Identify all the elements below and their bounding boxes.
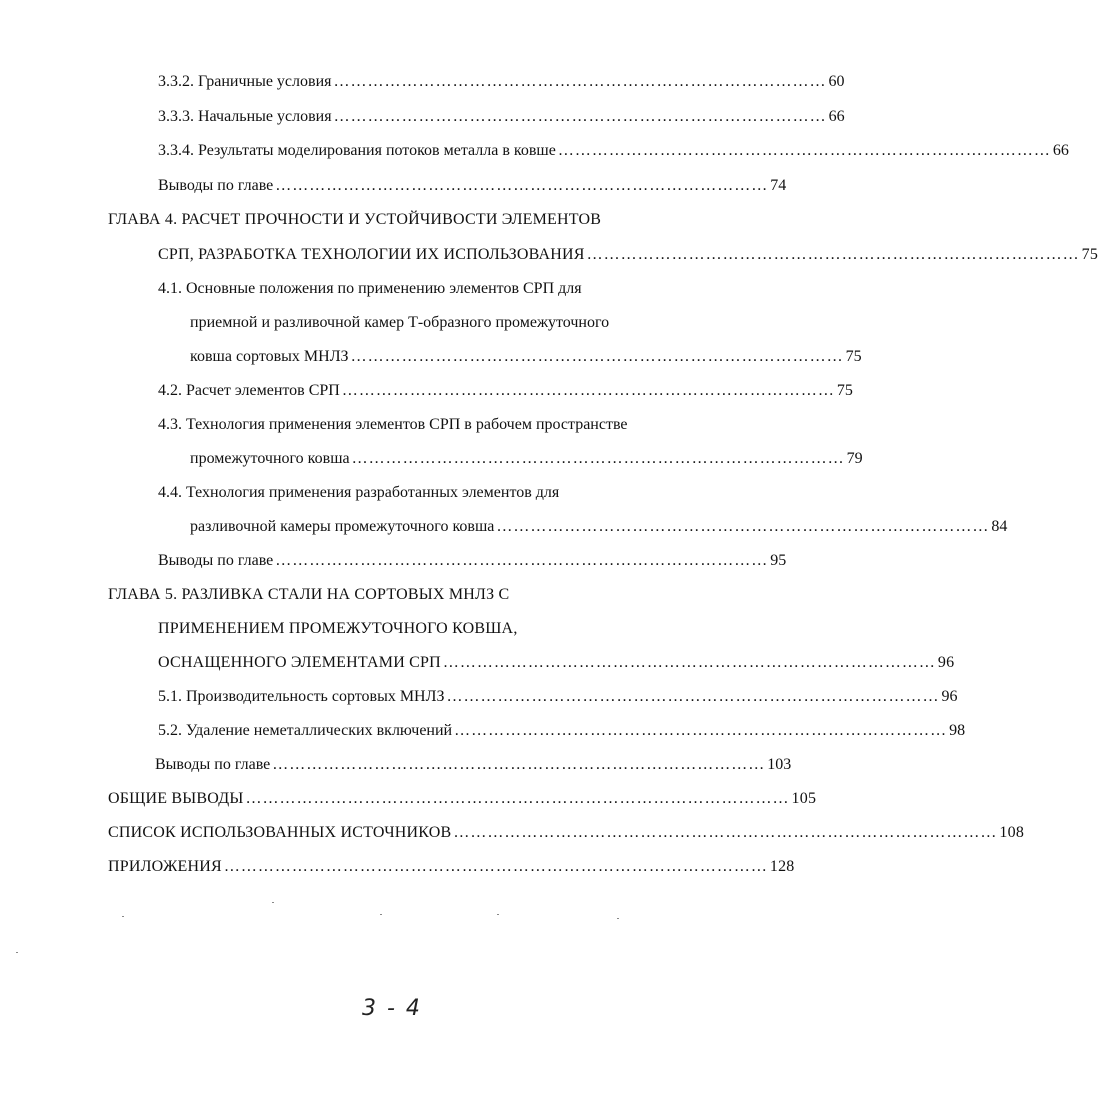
toc-entry-title: 4.2. Расчет элементов СРП xyxy=(158,382,340,399)
toc-entry-title: 5.2. Удаление неметаллических включений xyxy=(158,722,453,739)
toc-entry-3-3-4 xyxy=(158,141,1069,161)
toc-page-number: 96 xyxy=(937,654,955,671)
toc-page-number: 96 xyxy=(941,688,958,705)
toc-entry-title: 3.3.3. Начальные условия xyxy=(158,108,332,125)
scan-speck xyxy=(272,902,274,903)
toc-page-number: 74 xyxy=(770,177,787,194)
toc-entry-3-3-3 xyxy=(158,107,845,127)
toc-page-number: 108 xyxy=(999,824,1025,841)
toc-entry-5-1 xyxy=(158,687,958,707)
toc-entry-3-3-2 xyxy=(158,72,845,92)
scan-speck xyxy=(617,918,619,919)
toc-entry-title: ОСНАЩЕННОГО ЭЛЕМЕНТАМИ СРП xyxy=(158,654,441,671)
dot-leader: …………………………………………………………………………… xyxy=(351,450,845,467)
dot-leader: …………………………………………………………………………… xyxy=(454,722,948,739)
dot-leader: …………………………………………………………………………… xyxy=(275,177,769,194)
dot-leader: …………………………………………………………………………… xyxy=(275,552,769,569)
handwritten-page-number: 3 - 4 xyxy=(362,996,422,1021)
dot-leader: …………………………………………………………………………… xyxy=(496,518,990,535)
toc-page-number: 75 xyxy=(836,382,853,399)
toc-entry-title: промежуточного ковша xyxy=(190,450,350,467)
toc-entry-title: 3.3.4. Результаты моделирования потоков металла в ковше xyxy=(158,142,556,159)
toc-entry-4-4-line1: 4.4. Технология применения разработанных элементов для xyxy=(158,484,560,501)
toc-chapter-4 xyxy=(158,245,1098,265)
toc-entry-title: 5.1. Производительность сортовых МНЛЗ xyxy=(158,688,445,705)
toc-entry-appendices xyxy=(108,857,795,877)
toc-page-number: 66 xyxy=(1052,142,1069,159)
dot-leader: …………………………………………………………………………………… xyxy=(245,790,790,807)
toc-entry-conclusions-ch5 xyxy=(155,755,792,775)
toc-chapter-4-line1: ГЛАВА 4. РАСЧЕТ ПРОЧНОСТИ И УСТОЙЧИВОСТИ ЭЛЕМЕНТОВ xyxy=(108,211,602,228)
toc-page-number: 84 xyxy=(991,518,1008,535)
toc-entry-title: разливочной камеры промежуточного ковша xyxy=(190,518,495,535)
dot-leader: …………………………………………………………………………… xyxy=(350,348,844,365)
dot-leader: …………………………………………………………………………… xyxy=(446,688,940,705)
toc-entry-general-conclusions xyxy=(108,789,817,809)
toc-page-number: 66 xyxy=(828,108,845,125)
toc-entry-title: Выводы по главе xyxy=(158,177,274,194)
toc-entry-5-2 xyxy=(158,721,966,741)
toc-entry-4-1 xyxy=(190,347,862,367)
toc-page-number: 60 xyxy=(828,73,845,90)
dot-leader: …………………………………………………………………………… xyxy=(333,73,827,90)
toc-chapter-5 xyxy=(158,653,955,673)
toc-page-number: 75 xyxy=(845,348,862,365)
toc-chapter-5-line2: ПРИМЕНЕНИЕМ ПРОМЕЖУТОЧНОГО КОВША, xyxy=(158,620,518,637)
toc-entry-4-4 xyxy=(190,517,1008,537)
toc-entry-title: Выводы по главе xyxy=(158,552,274,569)
dot-leader: …………………………………………………………………………… xyxy=(586,246,1080,263)
scan-speck xyxy=(122,916,124,917)
toc-entry-conclusions-ch3 xyxy=(158,176,787,196)
toc-entry-title: СРП, РАЗРАБОТКА ТЕХНОЛОГИИ ИХ ИСПОЛЬЗОВАНИЯ xyxy=(158,246,585,263)
dot-leader: …………………………………………………………………………… xyxy=(272,756,766,773)
toc-page-number: 105 xyxy=(791,790,817,807)
dot-leader: …………………………………………………………………………… xyxy=(442,654,936,671)
toc-entry-4-3 xyxy=(190,449,863,469)
toc-page-number: 79 xyxy=(846,450,863,467)
toc-entry-title: 3.3.2. Граничные условия xyxy=(158,73,332,90)
toc-entry-references xyxy=(108,823,1025,843)
dot-leader: …………………………………………………………………………… xyxy=(341,382,835,399)
toc-entry-title: Выводы по главе xyxy=(155,756,271,773)
toc-page-number: 128 xyxy=(769,858,795,875)
dot-leader: …………………………………………………………………………… xyxy=(557,142,1051,159)
toc-entry-title: ПРИЛОЖЕНИЯ xyxy=(108,858,222,875)
toc-page-number: 103 xyxy=(767,756,792,773)
dot-leader: …………………………………………………………………………… xyxy=(333,108,827,125)
toc-entry-4-1-line1: 4.1. Основные положения по применению элементов СРП для xyxy=(158,280,582,297)
toc-page-number: 95 xyxy=(770,552,787,569)
toc-entry-conclusions-ch4 xyxy=(158,551,787,571)
toc-entry-title: СПИСОК ИСПОЛЬЗОВАННЫХ ИСТОЧНИКОВ xyxy=(108,824,452,841)
scan-speck xyxy=(16,952,18,953)
toc-page-number: 75 xyxy=(1081,246,1098,263)
scan-speck xyxy=(497,914,499,915)
toc-entry-title: ОБЩИЕ ВЫВОДЫ xyxy=(108,790,244,807)
toc-page-number: 98 xyxy=(949,722,966,739)
toc-entry-4-3-line1: 4.3. Технология применения элементов СРП в рабочем пространстве xyxy=(158,416,628,433)
toc-entry-4-2 xyxy=(158,381,853,401)
toc-chapter-5-line1: ГЛАВА 5. РАЗЛИВКА СТАЛИ НА СОРТОВЫХ МНЛЗ С xyxy=(108,586,510,603)
dot-leader: …………………………………………………………………………………… xyxy=(453,824,998,841)
dot-leader: …………………………………………………………………………………… xyxy=(223,858,768,875)
toc-entry-4-1-line2: приемной и разливочной камер Т-образного промежуточного xyxy=(190,314,610,331)
scan-speck xyxy=(380,914,382,915)
toc-entry-title: ковша сортовых МНЛЗ xyxy=(190,348,349,365)
